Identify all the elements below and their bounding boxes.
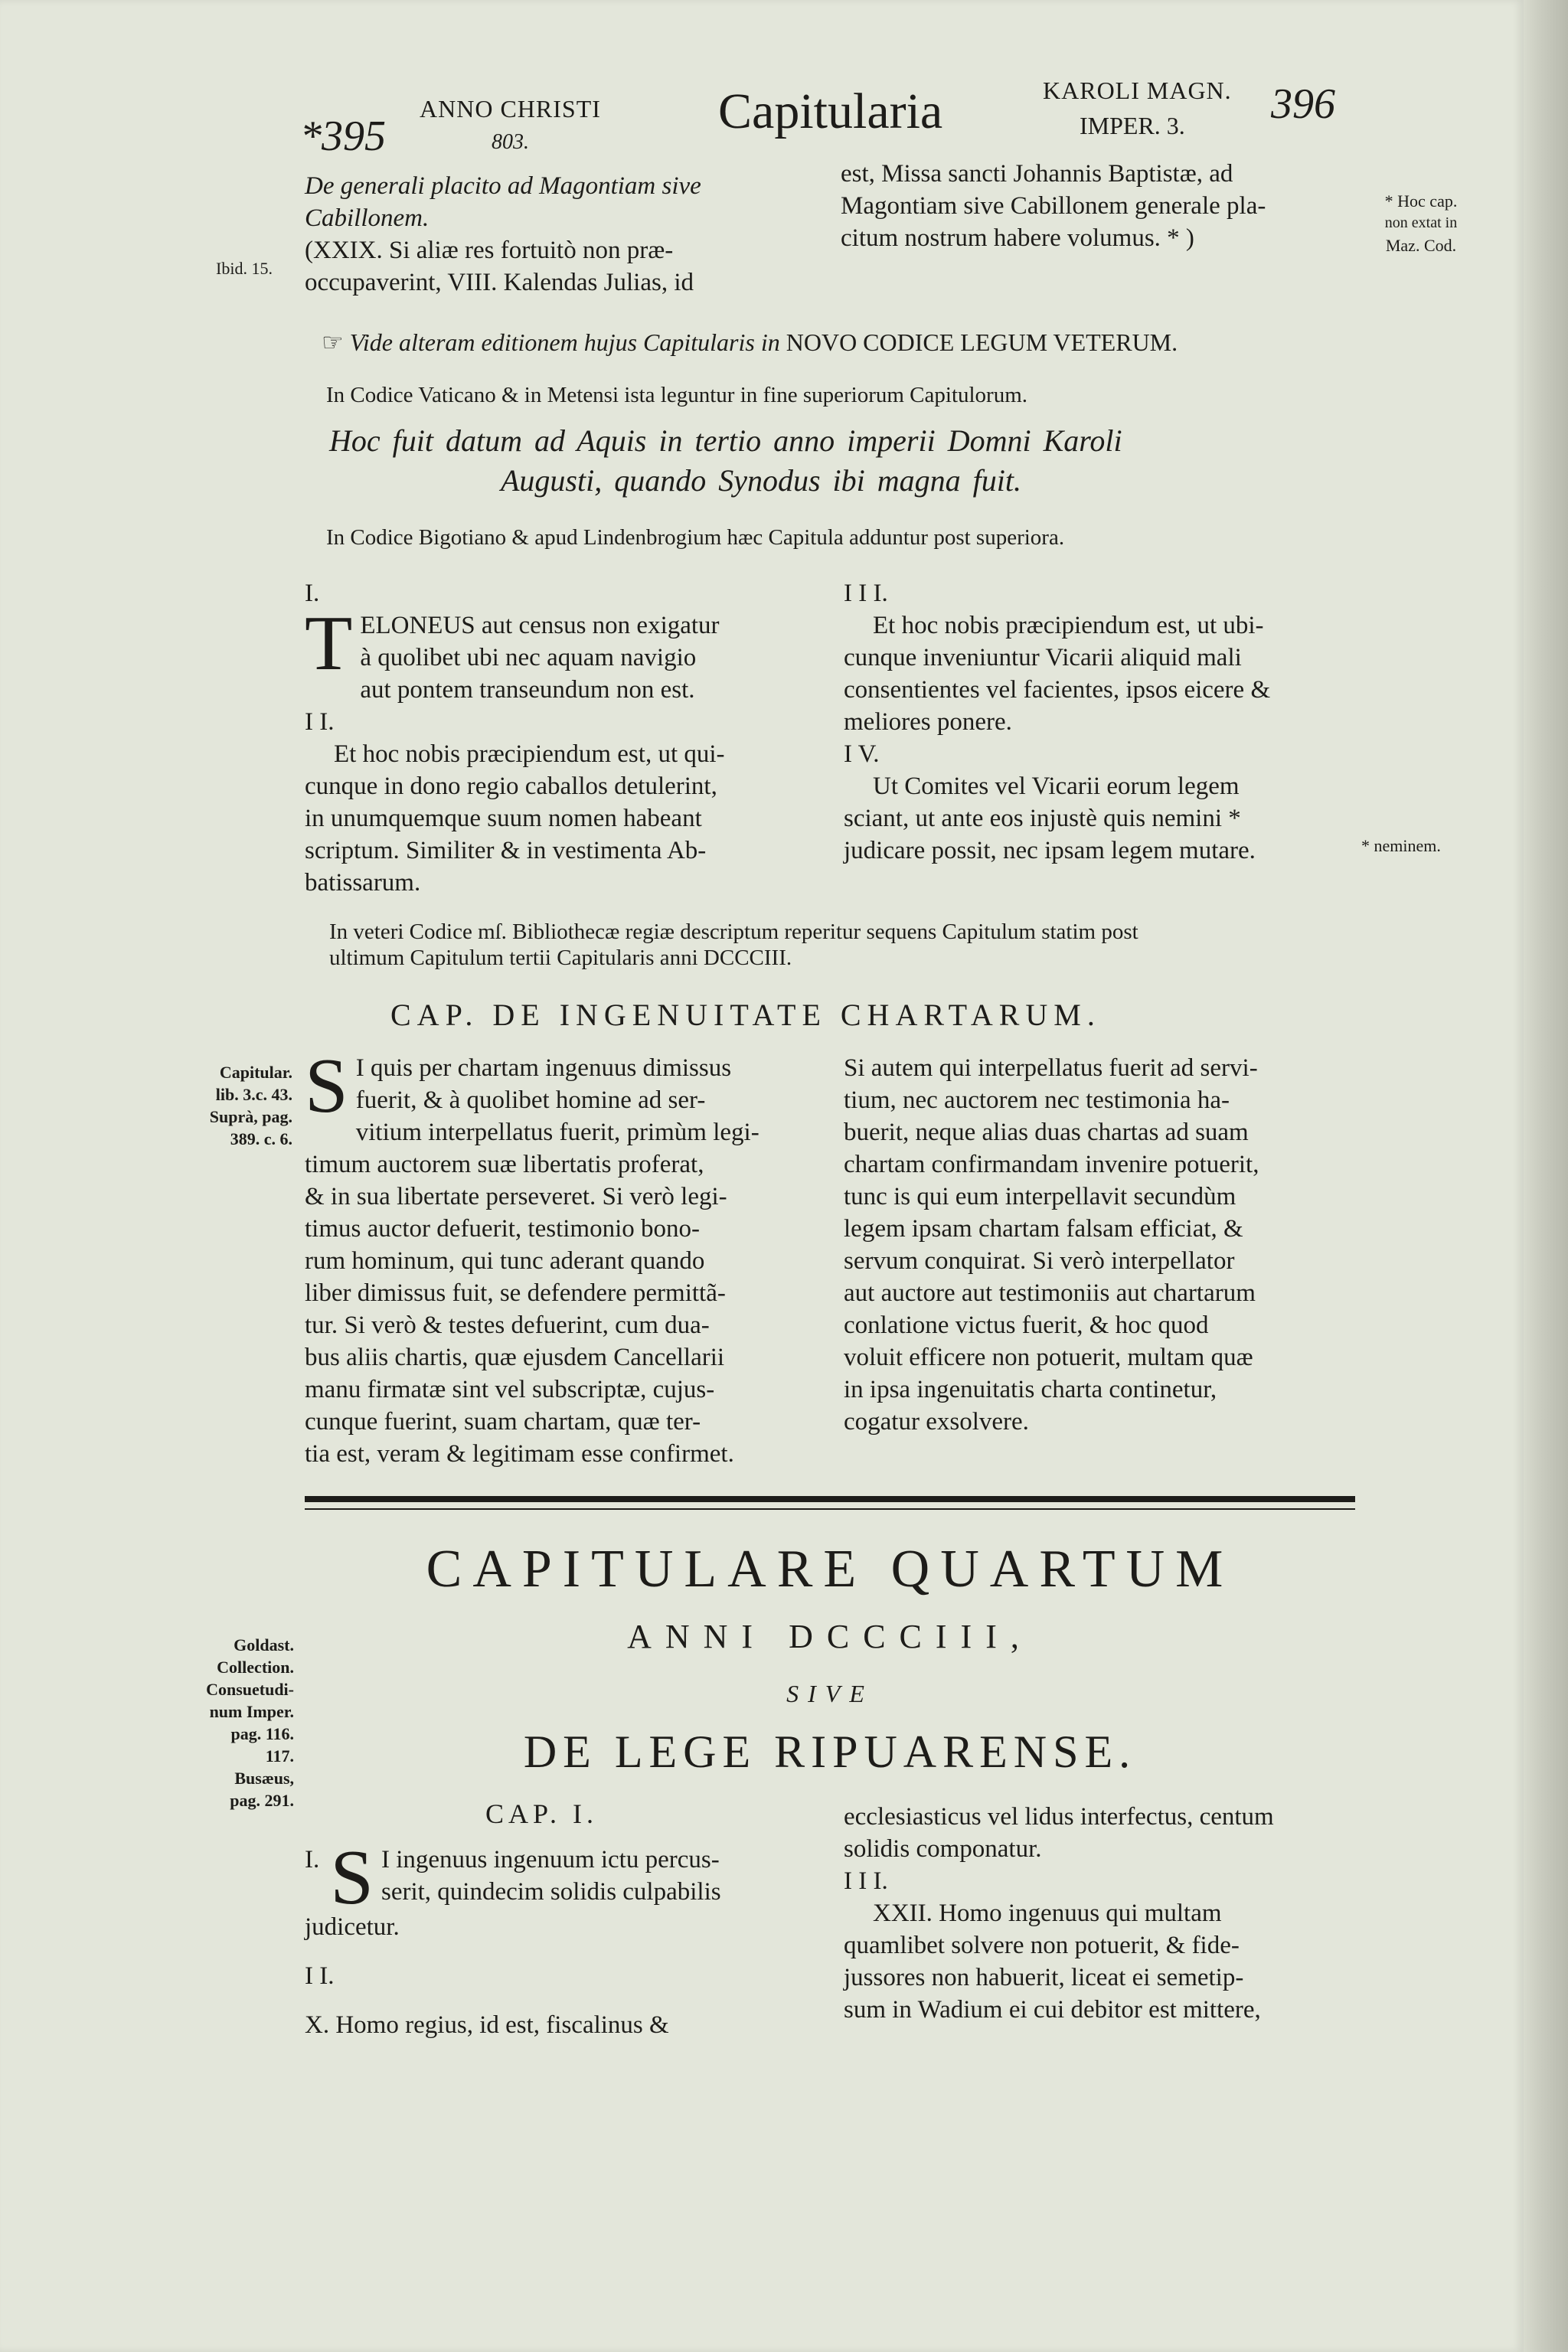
ingenuitate-heading: CAP. DE INGENUITATE CHARTARUM. xyxy=(390,998,1101,1032)
bigotiano-note: In Codice Bigotiano & apud Lindenbrogium hæc Capitula adduntur post superiora. xyxy=(326,525,1065,550)
hoc-fuit-line2: Augusti, quando Synodus ibi magna fuit. xyxy=(501,463,1021,498)
quartum-left-column xyxy=(305,1834,815,2041)
margin-note-hoc-cap: * Hoc cap. non extat in Maz. Cod. xyxy=(1384,191,1458,255)
quartum-title: CAPITULARE QUARTUM xyxy=(426,1540,1234,1599)
quartum-sive: SIVE xyxy=(786,1680,874,1707)
imper-year: IMPER. 3. xyxy=(1080,112,1185,139)
left-page-number: *395 xyxy=(300,113,386,160)
karoli-magn: KAROLI MAGN. xyxy=(1043,77,1232,104)
quartum-ii-heading: I I. xyxy=(305,1962,335,1990)
hoc-fuit-line1: Hoc fuit datum ad Aquis in tertio anno imperii Domni Karoli xyxy=(329,423,1122,458)
vide-note: ☞ Vide alteram editionem hujus Capitularis in NOVO CODICE LEGUM VETERUM. xyxy=(322,328,1178,356)
chapter-i-heading: I. xyxy=(305,580,320,607)
veteri-note: In veteri Codice mſ. Bibliothecæ regiæ descriptum reperitur sequens Capitulum statim post ultimum Capitulum tertii Capitularis anni DCCCIII. xyxy=(329,920,1138,970)
chapter-iv-heading: I V. xyxy=(844,740,880,768)
anno-christi: ANNO CHRISTI xyxy=(420,95,601,122)
chapter-iii-text: Et hoc nobis præcipiendum est, ut ubi- cunque inveniuntur Vicarii aliquid mali consentientes vel facientes, ipsos eicere & meliores ponere. xyxy=(844,612,1271,736)
ingenuitate-left-column: S I quis per chartam ingenuus dimissus fuerit, & à quolibet homine ad ser- vitium interpellatus fuerit, primùm legi- timum auctorem suæ libertatis proferat, & in sua libertate perseveret. Si verò legi- timus auctor defuerit, testimonio bono- rum hominum, qui tunc aderant quando liber dimissus fuit, se defendere permittã- tur. Si verò & testes defuerint, cum dua- bus aliis chartis, quæ ejusdem Cancellarii manu firmatæ sint vel subscriptæ, cujus- cunque fuerint, suam chartam, quæ ter- tia est, veram & legitimam esse confirmet. xyxy=(305,1043,760,1468)
chapter-i-text: T ELONEUS aut census non exigatur à quolibet ubi nec aquam navigio aut pontem transeundum non est. xyxy=(305,600,720,704)
chapter-ii-heading: I I. xyxy=(305,708,335,736)
quartum-cap-i: CAP. I. xyxy=(485,1798,599,1829)
chapters-left-column xyxy=(305,577,813,899)
margin-note-capitular: Capitular. lib. 3.c. 43. Suprà, pag. 389. c. 6. xyxy=(209,1063,292,1148)
chapter-ii-text: Et hoc nobis præcipiendum est, ut qui- cunque in dono regio caballos detulerint, in unumquemque suum nomen habeant scriptum. Similiter & in vestimenta Ab- batissarum. xyxy=(305,740,725,897)
section-divider-thick xyxy=(305,1496,1355,1502)
quartum-iii-heading: I I I. xyxy=(844,1867,888,1895)
placito-text-left: (XXIX. Si aliæ res fortuitò non præ- occupaverint, VIII. Kalendas Julias, id xyxy=(305,237,694,296)
pointing-hand-icon: ☞ xyxy=(322,328,344,356)
quartum-x-text: X. Homo regius, id est, fiscalinus & xyxy=(305,2011,669,2039)
anno-year: 803. xyxy=(492,130,529,154)
quartum-cap-i-text: I. S I ingenuus ingenuum ictu percus- serit, quindecim solidis culpabilis judicetur. xyxy=(305,1834,721,1941)
section-divider-thin xyxy=(305,1508,1355,1510)
page-fold-edge xyxy=(1524,0,1568,2352)
running-title: Capitularia xyxy=(718,83,943,139)
right-page-number: 396 xyxy=(1271,80,1335,128)
margin-note-goldast: Goldast. Collection. Consuetudi- num Imper. pag. 116. 117. Busæus, pag. 291. xyxy=(206,1635,294,1810)
margin-note-neminem: * neminem. xyxy=(1361,836,1441,855)
placito-text-right: est, Missa sancti Johannis Baptistæ, ad Magontiam sive Cabillonem generale pla- citum nostrum habere volumus. * ) xyxy=(841,160,1266,252)
quartum-lege: DE LEGE RIPUARENSE. xyxy=(523,1726,1137,1777)
ingenuitate-right-column: Si autem qui interpellatus fuerit ad servi- tium, nec auctorem nec testimonia ha- buerit, neque alias duas chartas ad suam chartam confirmandam invenire potuerit, tunc is qui eum interpellavit secundùm legem ipsam chartam falsam efficiat, & servum conquirat. Si verò interpellator aut auctore aut testimoniis aut chartarum conlatione victus fuerit, & hoc quod voluit efficere non potuerit, multam quæ in ipsa ingenuitatis charta continetur, cogatur exsolvere. xyxy=(844,1054,1259,1436)
placito-heading: De generali placito ad Magontiam sive Cabillonem. xyxy=(305,172,701,232)
quartum-anni: ANNI DCCCIII, xyxy=(627,1618,1033,1655)
chapter-iv-text: Ut Comites vel Vicarii eorum legem sciant, ut ante eos injustè quis nemini * judicare possit, nec ipsam legem mutare. xyxy=(844,773,1256,864)
chapter-iii-heading: I I I. xyxy=(844,580,888,607)
margin-note-ibid: Ibid. 15. xyxy=(216,259,273,278)
chapters-right-column xyxy=(844,577,1355,867)
vaticano-note: In Codice Vaticano & in Metensi ista leguntur in fine superiorum Capitulorum. xyxy=(326,383,1028,407)
quartum-right-column: ecclesiasticus vel lidus interfectus, centum solidis componatur. I I I. XXII. Homo ingenuus qui multam quamlibet solvere non potuerit, & fide- jussores non habuerit, liceat ei semetip- sum in Wadium ei cui debitor est mittere, xyxy=(844,1801,1355,2026)
